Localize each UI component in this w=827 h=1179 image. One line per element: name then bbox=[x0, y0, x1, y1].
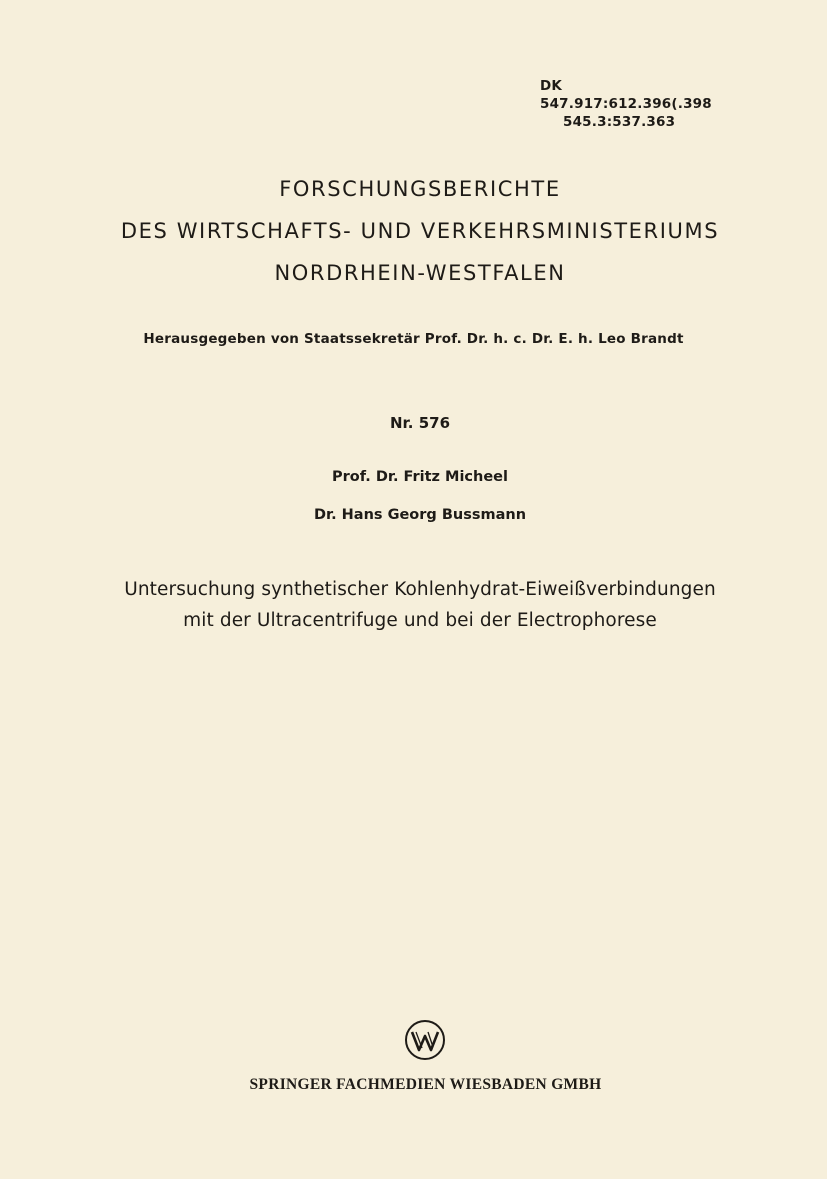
author-1: Prof. Dr. Fritz Micheel bbox=[332, 469, 508, 485]
series-title-line-1: FORSCHUNGSBERICHTE bbox=[279, 177, 561, 201]
classification-code bbox=[520, 77, 720, 131]
publisher-logo-icon bbox=[404, 1019, 446, 1061]
series-title-line-3: NORDRHEIN-WESTFALEN bbox=[274, 261, 566, 285]
report-number: Nr. 576 bbox=[389, 414, 451, 432]
author-2: Dr. Hans Georg Bussmann bbox=[313, 507, 527, 523]
editor-line: Herausgegeben von Staatssekretär Prof. Dr. h. c. Dr. E. h. Leo Brandt bbox=[143, 331, 684, 347]
report-title-line-2: mit der Ultracentrifuge und bei der Electrophorese bbox=[183, 610, 657, 631]
report-title bbox=[0, 574, 827, 636]
publisher-name: SPRINGER FACHMEDIEN WIESBADEN GMBH bbox=[249, 1076, 602, 1093]
classification-line-1: DK 547.917:612.396(.398 bbox=[540, 78, 712, 112]
classification-line-2: 545.3:537.363 bbox=[563, 114, 676, 130]
series-title bbox=[0, 168, 827, 294]
series-title-line-2: DES WIRTSCHAFTS- UND VERKEHRSMINISTERIUMS bbox=[120, 219, 720, 243]
report-title-line-1: Untersuchung synthetischer Kohlenhydrat-Eiweißverbindungen bbox=[124, 579, 716, 600]
